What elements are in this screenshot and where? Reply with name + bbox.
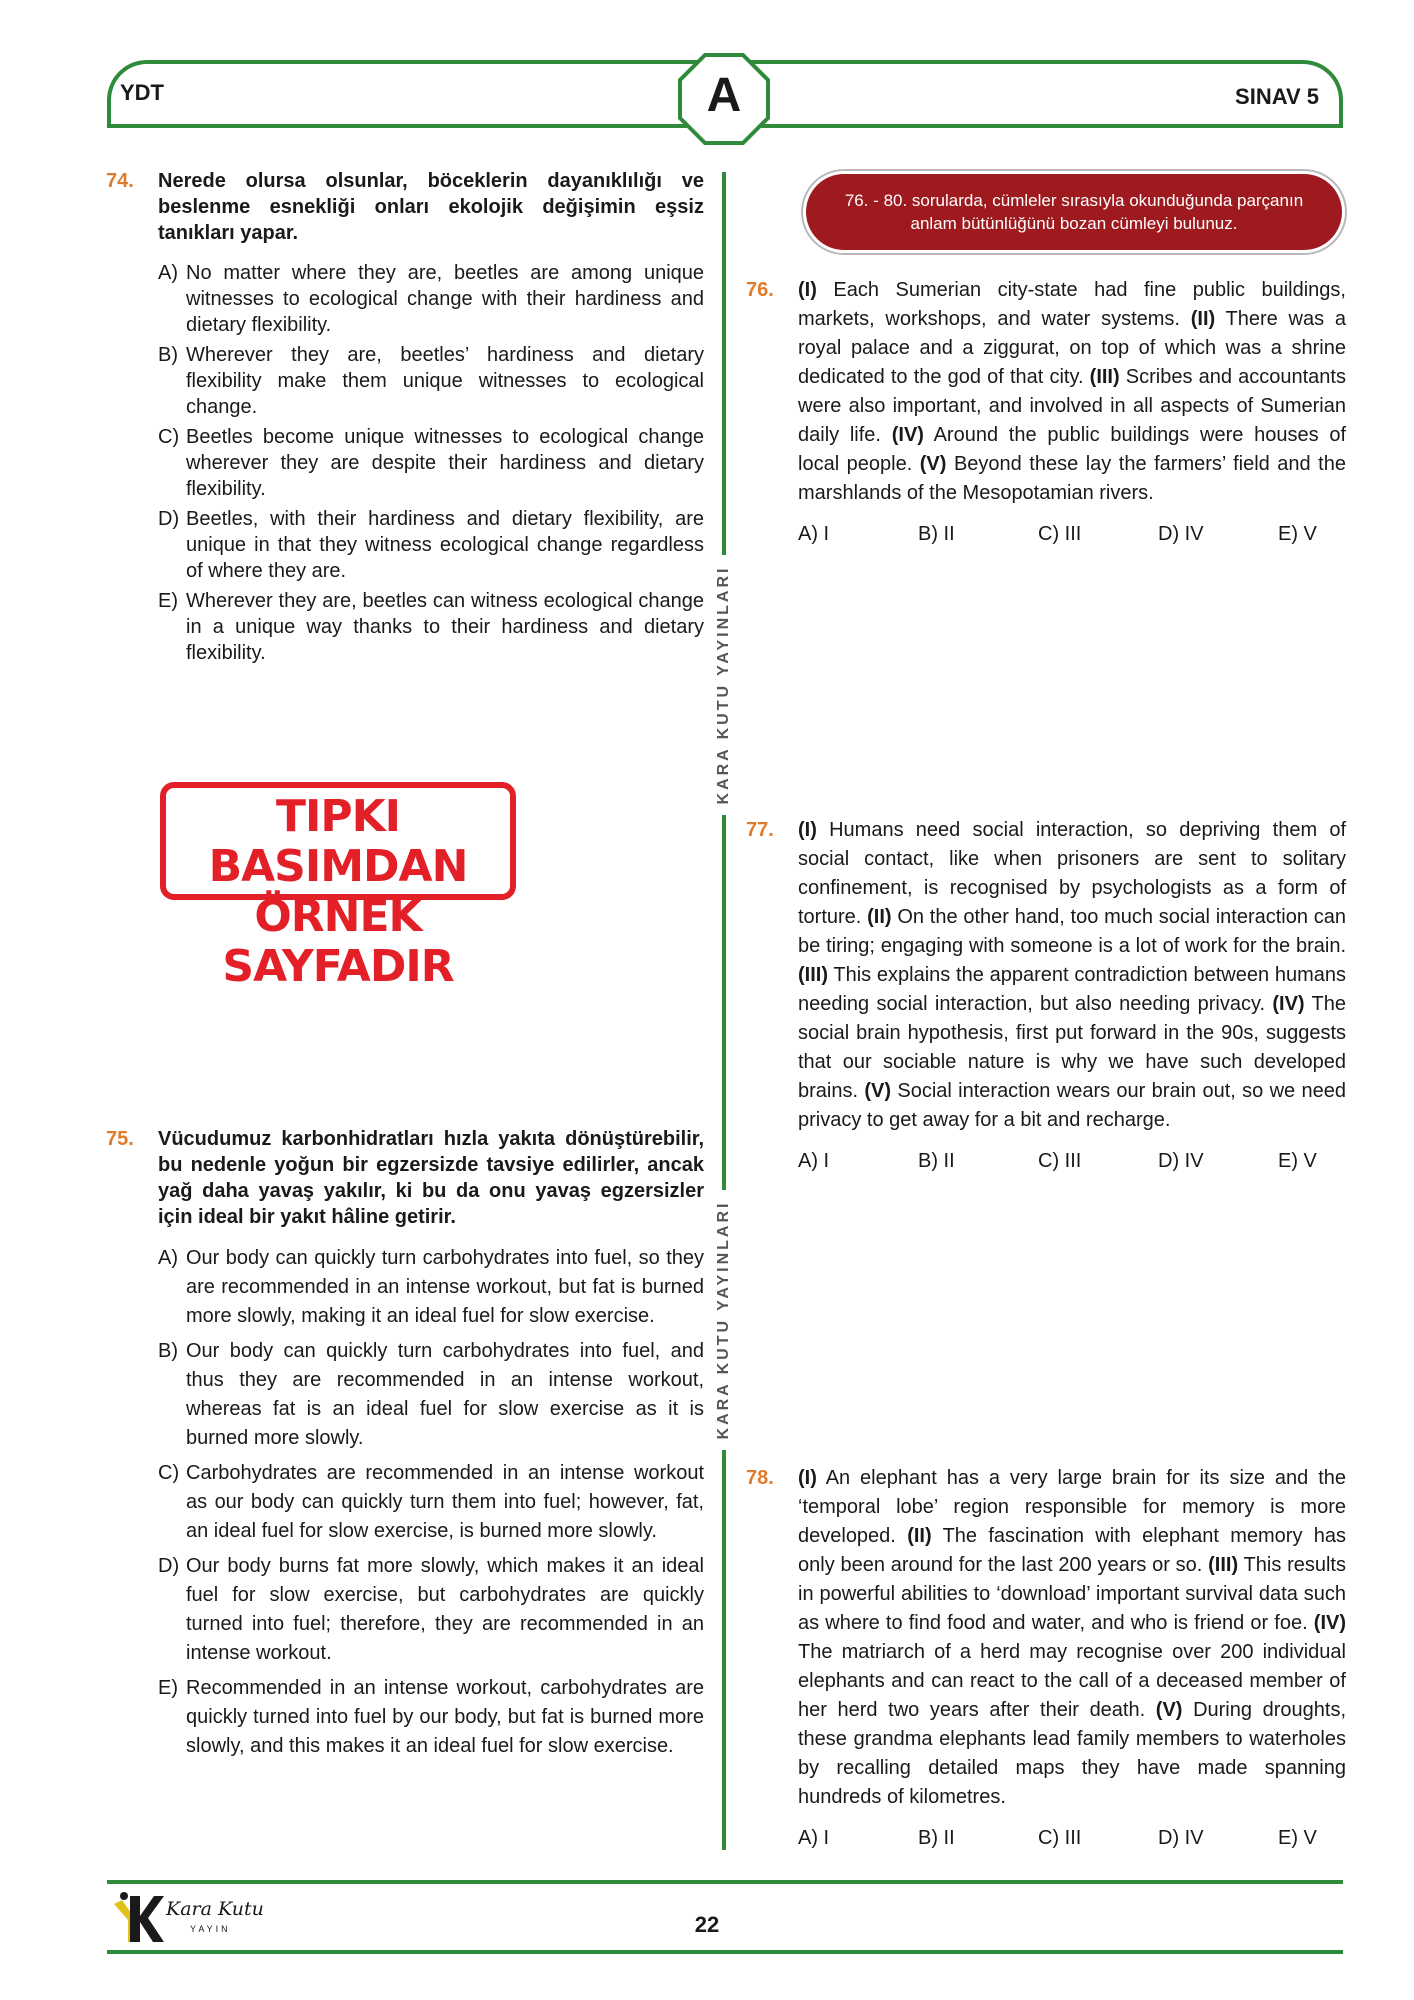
answer-e[interactable]: E) V — [1278, 1150, 1317, 1172]
answer-options — [798, 1147, 1346, 1176]
question-76 — [746, 276, 1346, 549]
answer-options — [798, 520, 1346, 549]
option-a[interactable]: A) No matter where they are, beetles are among unique witnesses to ecological change with their hardiness and dietary flexibility. — [158, 262, 704, 336]
footer-rule-top — [107, 1880, 1343, 1884]
answer-options — [798, 1824, 1346, 1853]
answer-e[interactable]: E) V — [1278, 1827, 1317, 1849]
option-a[interactable]: A) Our body can quickly turn carbohydrates into fuel, so they are recommended in an intense workout, but fat is burned more slowly, making it an ideal fuel for slow exercise. — [158, 1247, 704, 1327]
question-passage: (I) Each Sumerian city-state had fine public buildings, markets, workshops, and water systems. (II) There was a royal palace and a ziggurat, on top of which was a shrine dedicated to the god of that city. (III) Scribes and accountants were also important, and involved in all aspects of Sumerian daily life. (IV) Around the public buildings were houses of local people. (V) Beyond these lay the farmers’ field and the marshlands of the Mesopotamian rivers. — [798, 279, 1347, 504]
answer-e[interactable]: E) V — [1278, 523, 1317, 545]
option-c[interactable]: C) Beetles become unique witnesses to ecological change wherever they are despite their hardiness and dietary flexibility. — [158, 426, 704, 500]
question-number: 74. — [106, 170, 134, 192]
side-label-top: KARA KUTU YAYINLARI — [706, 555, 742, 815]
option-d[interactable]: D) Beetles, with their hardiness and dietary flexibility, are unique in that they witness ecological change regardless of where they are. — [158, 508, 704, 582]
question-number: 76. — [746, 279, 774, 301]
answer-a[interactable]: A) I — [798, 1150, 830, 1172]
question-number: 77. — [746, 819, 774, 841]
exam-type: YDT — [120, 80, 164, 105]
option-e[interactable]: E) Wherever they are, beetles can witness ecological change in a unique way thanks to their hardiness and dietary flexibility. — [158, 590, 704, 664]
answer-a[interactable]: A) I — [798, 523, 830, 545]
exam-number: SINAV 5 — [1235, 84, 1319, 109]
options-list — [158, 1244, 704, 1761]
option-e[interactable]: E) Recommended in an intense workout, carbohydrates are quickly turned into fuel by our body, but fat is burned more slowly, and this makes it an ideal fuel for slow exercise. — [158, 1677, 704, 1757]
booklet-letter: A — [706, 69, 742, 122]
sample-page-stamp: TIPKI BASIMDAN ÖRNEK SAYFADIR — [160, 782, 516, 900]
column-divider — [722, 172, 726, 1850]
answer-d[interactable]: D) IV — [1158, 1150, 1204, 1172]
publisher-sub: YAYIN — [190, 1924, 231, 1934]
answer-c[interactable]: C) III — [1038, 1827, 1082, 1849]
question-74 — [106, 168, 704, 670]
answer-a[interactable]: A) I — [798, 1827, 830, 1849]
option-d[interactable]: D) Our body burns fat more slowly, which makes it an ideal fuel for slow exercise, but carbohydrates are quickly turned into fuel; therefore, they are recommended in an intense workout. — [158, 1555, 704, 1664]
footer-rule-bottom — [107, 1950, 1343, 1954]
option-b[interactable]: B) Our body can quickly turn carbohydrates into fuel, and thus they are recommended in an intense workout, whereas fat is an ideal fuel for slow exercise as it is burned more slowly. — [158, 1340, 704, 1449]
answer-b[interactable]: B) II — [918, 523, 955, 545]
side-label-bottom: KARA KUTU YAYINLARI — [706, 1190, 742, 1450]
answer-b[interactable]: B) II — [918, 1827, 955, 1849]
question-78 — [746, 1464, 1346, 1853]
question-stem: Vücudumuz karbonhidratları hızla yakıta dönüştürebilir, bu nedenle yoğun bir egzersizde tavsiye edilirler, ancak yağ daha yavaş yakılır, ki bu da onu yavaş egzersizler için ideal bir yakıt hâline getirir. — [158, 1128, 704, 1228]
option-b[interactable]: B) Wherever they are, beetles’ hardiness and dietary flexibility make them unique witnesses to ecological change. — [158, 344, 704, 418]
answer-d[interactable]: D) IV — [1158, 1827, 1204, 1849]
question-passage: (I) Humans need social interaction, so depriving them of social contact, like when prisoners are sent to solitary confinement, is recognised by psychologists as a form of torture. (II) On the other hand, too much social interaction can be tiring; engaging with someone is a lot of work for the brain. (III) This explains the apparent contradiction between humans needing social interaction, but also needing privacy. (IV) The social brain hypothesis, first put forward in the 90s, suggests that our sociable nature is why we have such developed brains. (V) Social interaction wears our brain out, so we need privacy to get away for a bit and recharge. — [798, 819, 1346, 1131]
question-number: 78. — [746, 1467, 774, 1489]
question-stem: Nerede olursa olsunlar, böceklerin dayanıklılığı ve beslenme esnekliği onları ekolojik değişimin eşsiz tanıkları yapar. — [158, 170, 704, 244]
publisher-name: Kara Kutu — [166, 1898, 264, 1920]
question-77 — [746, 816, 1346, 1176]
page-number: 22 — [694, 1912, 720, 1937]
answer-c[interactable]: C) III — [1038, 523, 1082, 545]
question-number: 75. — [106, 1128, 134, 1150]
question-passage: (I) An elephant has a very large brain for its size and the ‘temporal lobe’ region responsible for memory is more developed. (II) The fascination with elephant memory has only been around for the last 200 years or so. (III) This results in powerful abilities to ‘download’ important survival data such as where to find food and water, and who is friend or foe. (IV) The matriarch of a herd may recognise over 200 individual elephants and can react to the call of a deceased member of her herd two years after their death. (V) During droughts, these grandma elephants lead family members to waterholes by recalling detailed maps they have made spanning hundreds of kilometres. — [798, 1467, 1346, 1808]
question-75 — [106, 1126, 704, 1767]
answer-b[interactable]: B) II — [918, 1150, 955, 1172]
answer-c[interactable]: C) III — [1038, 1150, 1082, 1172]
options-list — [158, 260, 704, 666]
answer-d[interactable]: D) IV — [1158, 523, 1204, 545]
option-c[interactable]: C) Carbohydrates are recommended in an intense workout as our body can quickly turn them into fuel; however, fat, an ideal fuel for slow exercise, is burned more slowly. — [158, 1462, 704, 1542]
booklet-badge — [677, 52, 771, 146]
instruction-banner: 76. - 80. sorularda, cümleler sırasıyla okunduğunda parçanın anlam bütünlüğünü bozan cümleyi bulunuz. — [806, 174, 1342, 250]
